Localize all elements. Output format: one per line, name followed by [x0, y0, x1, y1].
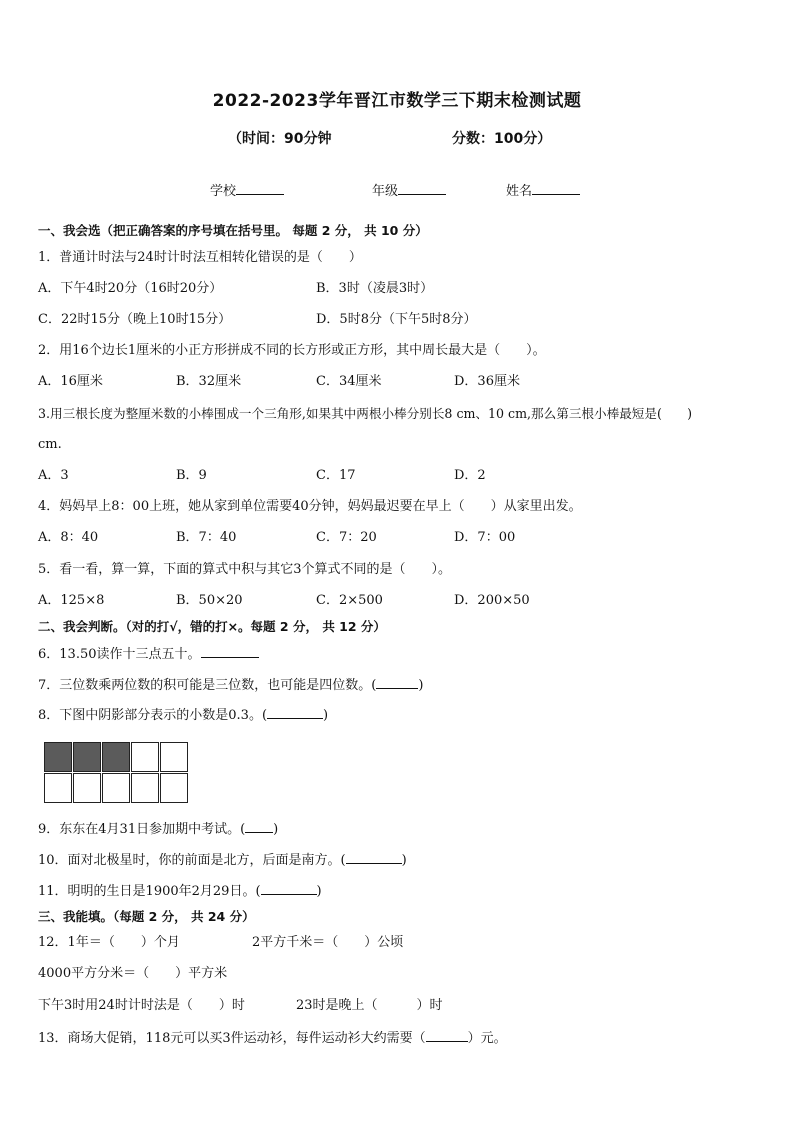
question-2-stem: 2．用16个边长1厘米的小正方形拼成不同的长方形或正方形，其中周长最大是（ ）。 [38, 343, 546, 358]
question-2-option-d[interactable]: D．36厘米 [454, 374, 520, 389]
question-4-option-b[interactable]: B．7：40 [176, 530, 237, 545]
question-12-part-3: 4000平方分米＝（ ）平方米 [38, 966, 228, 981]
question-12-part-5: 23时是晚上（ ）时 [296, 998, 443, 1013]
question-11: 11．明明的生日是1900年2月29日。( ) [38, 884, 322, 899]
question-9: 9．东东在4月31日参加期中考试。( ) [38, 822, 279, 837]
answer-blank[interactable] [267, 706, 323, 719]
answer-blank[interactable] [245, 820, 273, 833]
question-4-stem: 4．妈妈早上8：00上班，她从家到单位需要40分钟，妈妈最迟要在早上（ ）从家里出发。 [38, 499, 582, 514]
question-3-option-d[interactable]: D．2 [454, 468, 486, 483]
question-5-option-d[interactable]: D．200×50 [454, 593, 530, 608]
question-3-stem-cont: cm. [38, 437, 62, 452]
question-7: 7．三位数乘两位数的积可能是三位数，也可能是四位数。( ) [38, 678, 424, 693]
question-2-option-a[interactable]: A．16厘米 [38, 374, 103, 389]
name-field[interactable]: 姓名 [506, 180, 580, 199]
question-5-stem: 5．看一看，算一算，下面的算式中积与其它3个算式不同的是（ ）。 [38, 562, 452, 577]
grid-cell [102, 773, 130, 803]
page-title: 2022-2023学年晋江市数学三下期末检测试题 [212, 91, 582, 111]
question-12-part-1: 12．1年＝（ ）个月 [38, 935, 180, 950]
question-1-option-d[interactable]: D．5时8分（下午5时8分） [316, 312, 477, 327]
answer-blank[interactable] [376, 676, 418, 689]
question-12-part-2: 2平方千米＝（ ）公顷 [252, 935, 404, 950]
question-3-option-c[interactable]: C．17 [316, 468, 356, 483]
question-8: 8．下图中阴影部分表示的小数是0.3。( ) [38, 708, 329, 723]
section-1-heading: 一、我会选（把正确答案的序号填在括号里。 每题 2 分， 共 10 分） [38, 223, 428, 238]
grid-cell [131, 773, 159, 803]
question-3-option-b[interactable]: B．9 [176, 468, 207, 483]
question-13: 13．商场大促销，118元可以买3件运动衫，每件运动衫大约需要（ ）元。 [38, 1031, 507, 1046]
question-2-option-b[interactable]: B．32厘米 [176, 374, 242, 389]
section-2-heading: 二、我会判断。（对的打√，错的打×。每题 2 分， 共 12 分） [38, 619, 386, 634]
question-3-stem: 3.用三根长度为整厘米数的小棒围成一个三角形,如果其中两根小棒分别长8 cm、10 cm,那么第三根小棒最短是( ) [38, 406, 693, 421]
question-1-option-c[interactable]: C．22时15分（晚上10时15分） [38, 312, 232, 327]
grade-field[interactable]: 年级 [372, 180, 446, 199]
grid-cell [73, 773, 101, 803]
question-12-part-4: 下午3时用24时计时法是（ ）时 [38, 998, 245, 1013]
question-3-option-a[interactable]: A．3 [38, 468, 69, 483]
grid-cell-shaded [102, 742, 130, 772]
question-1-option-b[interactable]: B．3时（凌晨3时） [316, 281, 434, 296]
answer-blank[interactable] [346, 851, 402, 864]
question-5-option-c[interactable]: C．2×500 [316, 593, 383, 608]
question-1-option-a[interactable]: A．下午4时20分（16时20分） [38, 281, 223, 296]
question-10: 10．面对北极星时，你的前面是北方，后面是南方。( ) [38, 853, 407, 868]
answer-blank[interactable] [261, 882, 317, 895]
grid-cell-shaded [73, 742, 101, 772]
question-4-option-c[interactable]: C．7：20 [316, 530, 377, 545]
school-field[interactable]: 学校 [210, 180, 284, 199]
answer-blank[interactable] [201, 645, 259, 658]
grid-cell-shaded [44, 742, 72, 772]
grid-cell [44, 773, 72, 803]
grid-cell [160, 742, 188, 772]
question-4-option-a[interactable]: A．8：40 [38, 530, 99, 545]
answer-blank[interactable] [426, 1029, 468, 1042]
question-5-option-b[interactable]: B．50×20 [176, 593, 243, 608]
exam-score: 分数：100分） [452, 131, 552, 147]
question-5-option-a[interactable]: A．125×8 [38, 593, 105, 608]
question-4-option-d[interactable]: D．7：00 [454, 530, 516, 545]
section-3-heading: 三、我能填。（每题 2 分， 共 24 分） [38, 909, 255, 924]
grid-cell [131, 742, 159, 772]
question-6: 6．13.50读作十三点五十。 [38, 645, 259, 664]
question-2-option-c[interactable]: C．34厘米 [316, 374, 382, 389]
question-1-stem: 1．普通计时法与24时计时法互相转化错误的是（ ） [38, 250, 362, 265]
exam-time: （时间：90分钟 [228, 131, 332, 147]
grid-cell [160, 773, 188, 803]
